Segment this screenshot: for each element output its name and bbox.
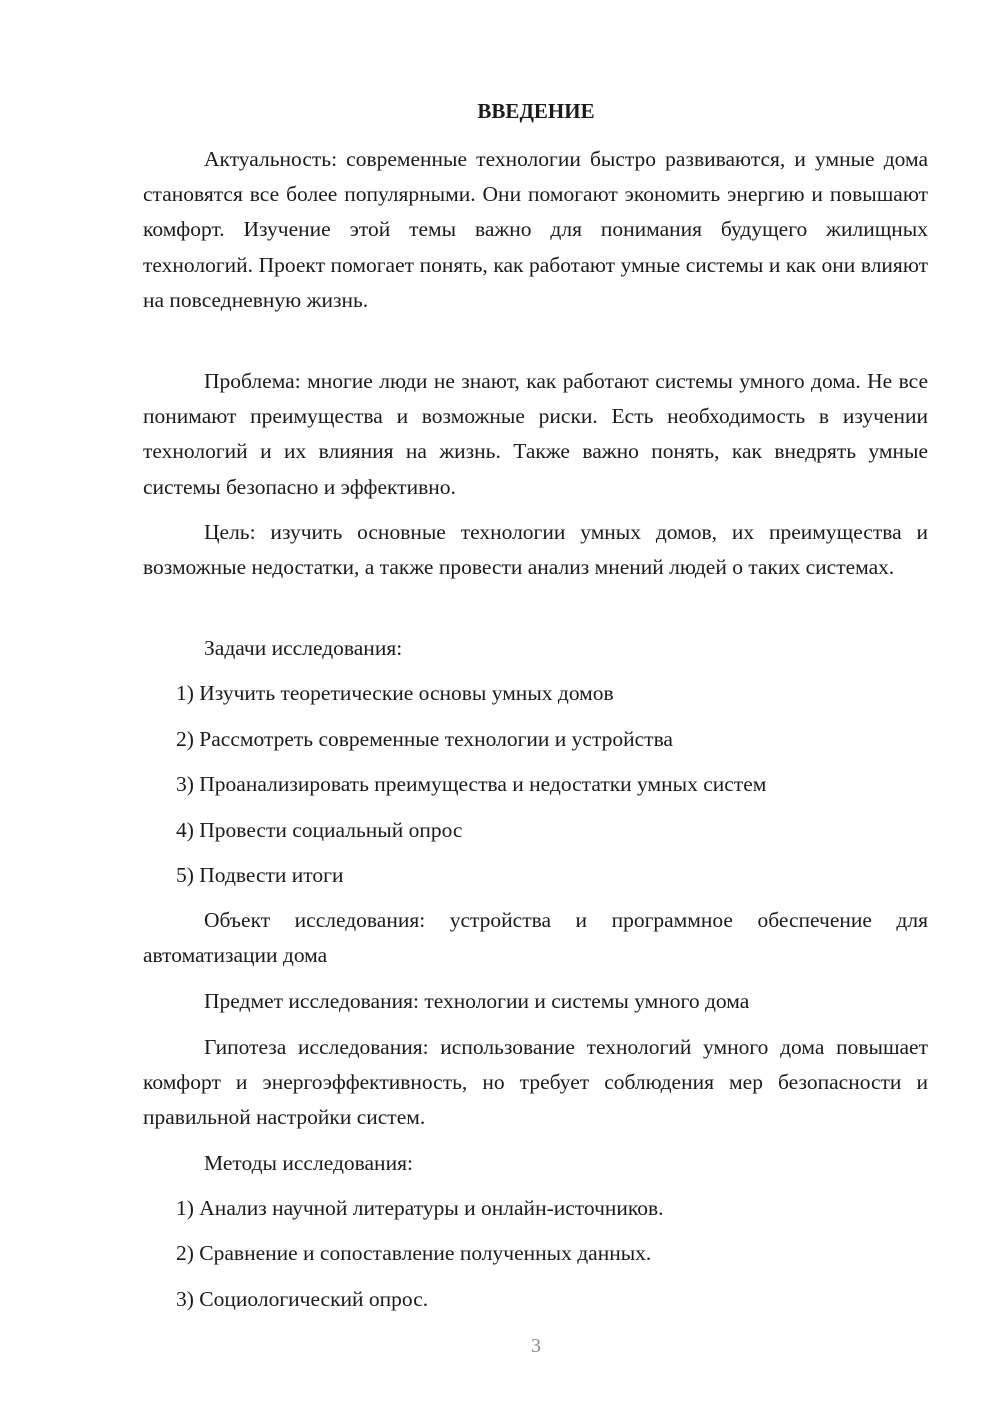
task-item-4: 4) Провести социальный опрос bbox=[176, 818, 463, 842]
task-item-1: 1) Изучить теоретические основы умных домов bbox=[176, 681, 614, 705]
task-item-3: 3) Проанализировать преимущества и недостатки умных систем bbox=[176, 772, 767, 796]
task-item-5: 5) Подвести итоги bbox=[176, 863, 344, 887]
method-item-3: 3) Социологический опрос. bbox=[176, 1287, 429, 1311]
method-item-1: 1) Анализ научной литературы и онлайн-источников. bbox=[176, 1196, 664, 1220]
hypothesis-paragraph: Гипотеза исследования: использование технологий умного дома повышает комфорт и энергоэффективность, но требует соблюдения мер безопасности и правильной настройки систем. bbox=[143, 1035, 928, 1130]
relevance-paragraph: Актуальность: современные технологии быстро развиваются, и умные дома становятся все более популярными. Они помогают экономить энергию и повышают комфорт. Изучение этой темы важно для понимания будущего жилищных технологий. Проект помогает понять, как работают умные системы и как они влияют на повседневную жизнь. bbox=[143, 147, 928, 312]
methods-label: Методы исследования: bbox=[204, 1151, 413, 1175]
page-number: 3 bbox=[531, 1335, 541, 1357]
method-item-2: 2) Сравнение и сопоставление полученных данных. bbox=[176, 1241, 652, 1265]
object-paragraph: Объект исследования: устройства и программное обеспечение для автоматизации дома bbox=[143, 908, 928, 968]
task-item-2: 2) Рассмотреть современные технологии и устройства bbox=[176, 727, 673, 751]
subject-paragraph: Предмет исследования: технологии и системы умного дома bbox=[204, 989, 750, 1013]
tasks-label: Задачи исследования: bbox=[204, 636, 403, 660]
problem-paragraph: Проблема: многие люди не знают, как работают системы умного дома. Не все понимают преимущества и возможные риски. Есть необходимость в изучении технологий и их влияния на жизнь. Также важно понять, как внедрять умные системы безопасно и эффективно. bbox=[143, 369, 928, 499]
section-title: ВВЕДЕНИЕ bbox=[477, 99, 595, 123]
goal-paragraph: Цель: изучить основные технологии умных домов, их преимущества и возможные недостатки, а также провести анализ мнений людей о таких системах. bbox=[143, 520, 928, 580]
